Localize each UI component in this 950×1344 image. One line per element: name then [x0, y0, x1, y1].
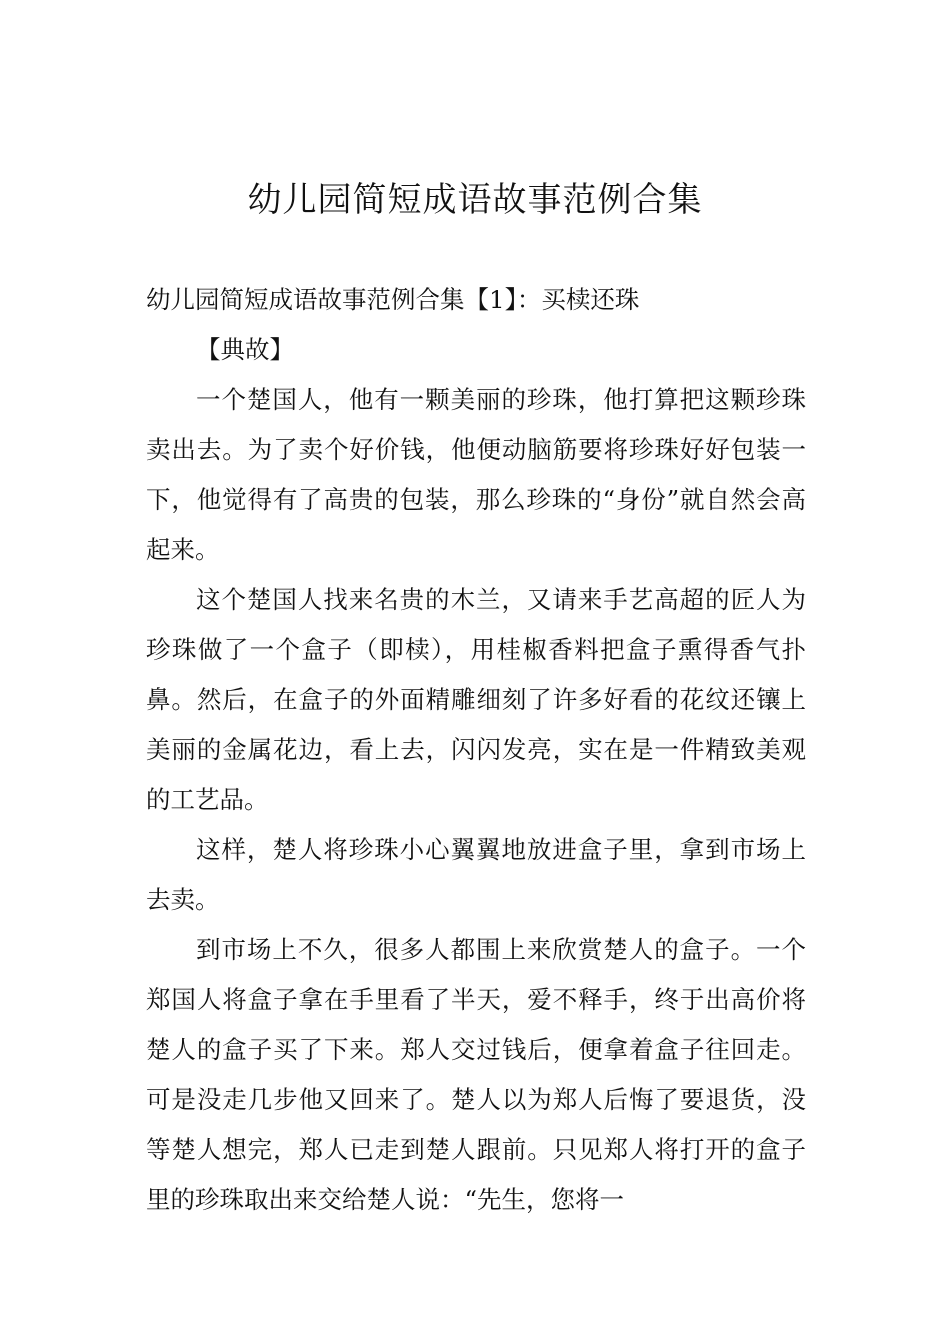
paragraph: 这个楚国人找来名贵的木兰，又请来手艺高超的匠人为珍珠做了一个盒子（即椟），用桂椒香料把盒子熏得香气扑鼻。然后，在盒子的外面精雕细刻了许多好看的花纹还镶上美丽的金属花边，看上去，闪闪发亮，实在是一件精致美观的工艺品。	[146, 585, 806, 814]
paragraph: 到市场上不久，很多人都围上来欣赏楚人的盒子。一个郑国人将盒子拿在手里看了半天，爱不释手，终于出高价将楚人的盒子买了下来。郑人交过钱后，便拿着盒子往回走。可是没走几步他又回来了。楚人以为郑人后悔了要退货，没等楚人想完，郑人已走到楚人跟前。只见郑人将打开的盒子里的珍珠取出来交给楚人说：“先生，您将一	[146, 935, 806, 1214]
paragraph: 这样，楚人将珍珠小心翼翼地放进盒子里，拿到市场上去卖。	[146, 835, 806, 914]
subheading-allusion: 【典故】	[196, 335, 294, 364]
document-title: 幼儿园简短成语故事范例合集	[247, 180, 703, 220]
paragraph: 一个楚国人，他有一颗美丽的珍珠，他打算把这颗珍珠卖出去。为了卖个好价钱，他便动脑筋要将珍珠好好包装一下，他觉得有了高贵的包装，那么珍珠的“身份”就自然会高起来。	[146, 385, 806, 564]
document-body	[146, 275, 806, 1225]
section-heading: 幼儿园简短成语故事范例合集【1】：买椟还珠	[146, 285, 640, 314]
